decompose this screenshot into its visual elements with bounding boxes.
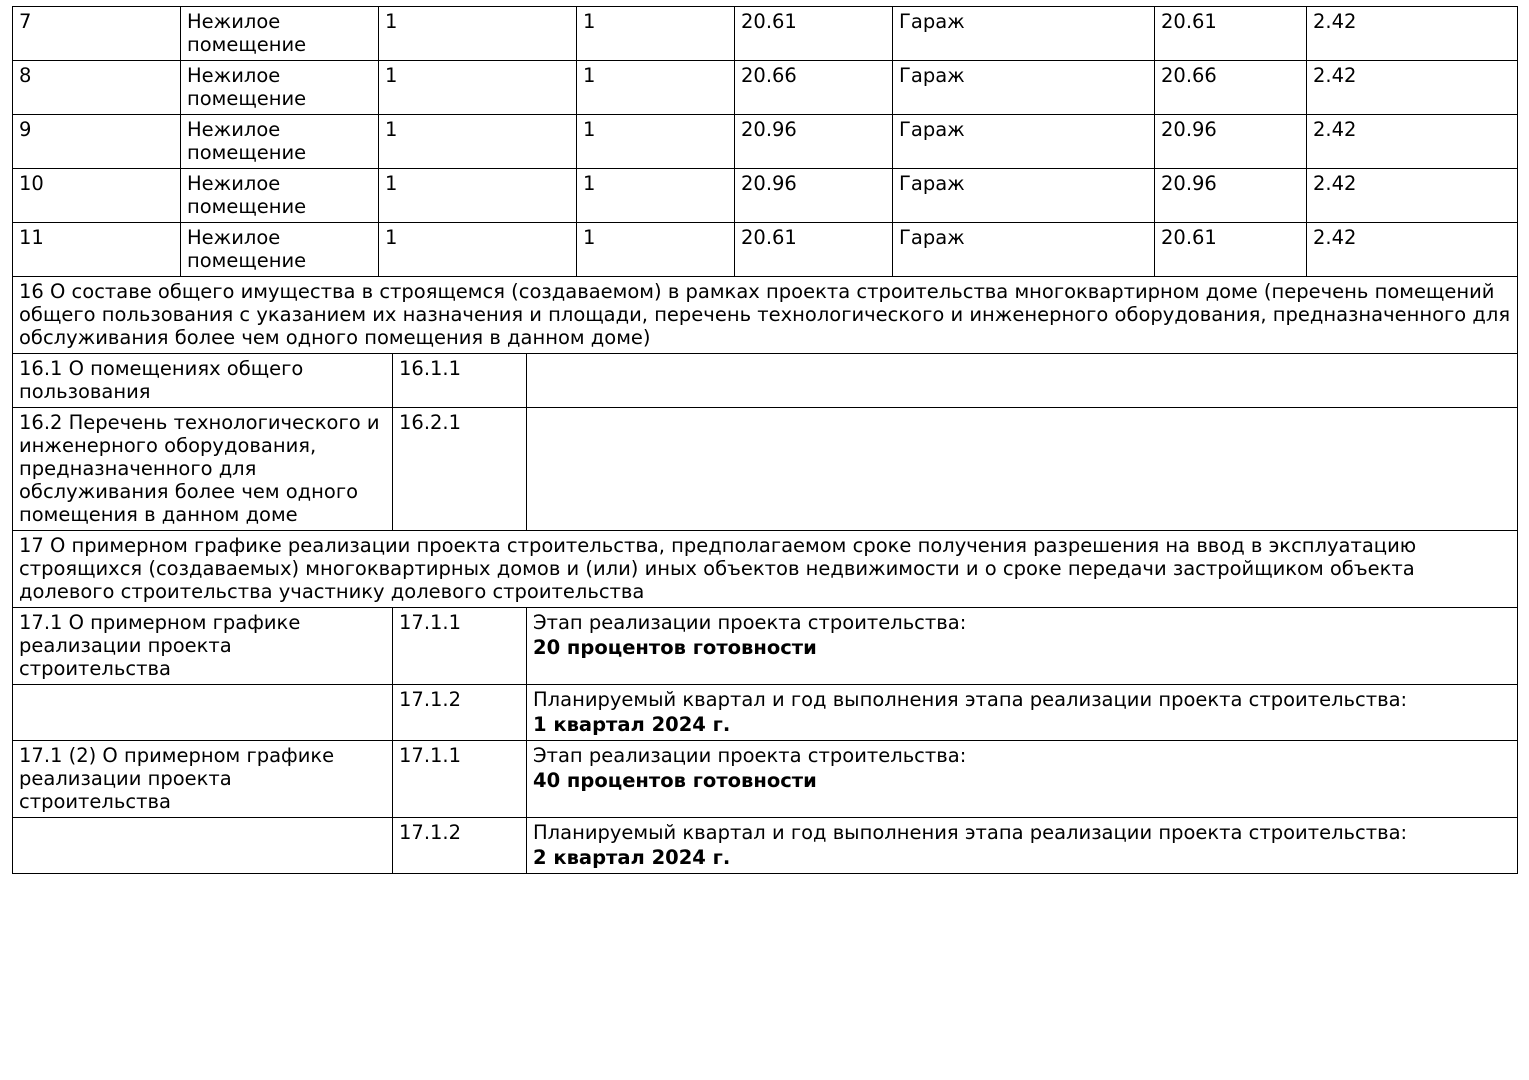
- table-row: [13, 608, 1518, 685]
- unit-purpose: Гараж: [893, 7, 1155, 61]
- unit-ceiling-height: 2.42: [1307, 61, 1518, 115]
- unit-type: Нежилое помещение: [181, 223, 379, 277]
- unit-total-area: 20.66: [1155, 61, 1307, 115]
- section-17-1-2nd-label-empty: [13, 818, 393, 874]
- section-16-2-value: [527, 408, 1518, 531]
- unit-entrance: 1: [577, 115, 735, 169]
- unit-purpose: Гараж: [893, 115, 1155, 169]
- unit-area: 20.96: [735, 169, 893, 223]
- section-16-table: [12, 276, 1518, 531]
- section-17-1-label: 17.1 О примерном графике реализации проекта строительства: [13, 608, 393, 685]
- table-row: [13, 7, 1518, 61]
- unit-floor: 1: [379, 223, 577, 277]
- unit-entrance: 1: [577, 223, 735, 277]
- unit-total-area: 20.96: [1155, 169, 1307, 223]
- table-row: [13, 818, 1518, 874]
- unit-type: Нежилое помещение: [181, 115, 379, 169]
- unit-purpose: Гараж: [893, 61, 1155, 115]
- unit-total-area: 20.96: [1155, 115, 1307, 169]
- section-16-1-code: 16.1.1: [393, 354, 527, 408]
- section-17-1-2-code-2: 17.1.2: [393, 818, 527, 874]
- table-row: [13, 61, 1518, 115]
- unit-total-area: 20.61: [1155, 7, 1307, 61]
- unit-ceiling-height: 2.42: [1307, 223, 1518, 277]
- section-16-2-code: 16.2.1: [393, 408, 527, 531]
- section-17-1-2-value-2: [527, 818, 1518, 874]
- stage-label: Этап реализации проекта строительства:: [533, 744, 967, 767]
- section-17-1-2-code: 17.1.2: [393, 685, 527, 741]
- section-17-table: [12, 530, 1518, 874]
- unit-total-area: 20.61: [1155, 223, 1307, 277]
- stage-value: 40 процентов готовности: [533, 769, 817, 792]
- unit-floor: 1: [379, 169, 577, 223]
- section-16-1-value: [527, 354, 1518, 408]
- section-17-1-1-code: 17.1.1: [393, 608, 527, 685]
- section-17-1-1-code-2: 17.1.1: [393, 741, 527, 818]
- unit-purpose: Гараж: [893, 223, 1155, 277]
- table-row: [13, 408, 1518, 531]
- table-row: [13, 169, 1518, 223]
- quarter-value: 1 квартал 2024 г.: [533, 713, 731, 736]
- section-17-1-1-value-2: [527, 741, 1518, 818]
- unit-entrance: 1: [577, 169, 735, 223]
- quarter-value: 2 квартал 2024 г.: [533, 846, 731, 869]
- stage-label: Этап реализации проекта строительства:: [533, 611, 967, 634]
- unit-ceiling-height: 2.42: [1307, 169, 1518, 223]
- units-table: [12, 6, 1518, 277]
- unit-area: 20.61: [735, 7, 893, 61]
- unit-area: 20.61: [735, 223, 893, 277]
- section-16-2-label: 16.2 Перечень технологического и инженерного оборудования, предназначенного для обслуживания более чем одного помещения в данном доме: [13, 408, 393, 531]
- section-17-1-label-empty: [13, 685, 393, 741]
- unit-area: 20.96: [735, 115, 893, 169]
- unit-type: Нежилое помещение: [181, 61, 379, 115]
- unit-entrance: 1: [577, 7, 735, 61]
- unit-number: 9: [13, 115, 181, 169]
- table-row: [13, 354, 1518, 408]
- quarter-label: Планируемый квартал и год выполнения этапа реализации проекта строительства:: [533, 821, 1408, 844]
- unit-number: 7: [13, 7, 181, 61]
- unit-entrance: 1: [577, 61, 735, 115]
- section-17-1-2-value: [527, 685, 1518, 741]
- unit-ceiling-height: 2.42: [1307, 7, 1518, 61]
- unit-floor: 1: [379, 61, 577, 115]
- table-row: [13, 741, 1518, 818]
- section-16-1-label: 16.1 О помещениях общего пользования: [13, 354, 393, 408]
- unit-floor: 1: [379, 7, 577, 61]
- unit-floor: 1: [379, 115, 577, 169]
- quarter-label: Планируемый квартал и год выполнения этапа реализации проекта строительства:: [533, 688, 1408, 711]
- unit-type: Нежилое помещение: [181, 169, 379, 223]
- table-row: [13, 115, 1518, 169]
- table-row: [13, 223, 1518, 277]
- section-17-1-1-value: [527, 608, 1518, 685]
- unit-type: Нежилое помещение: [181, 7, 379, 61]
- unit-area: 20.66: [735, 61, 893, 115]
- stage-value: 20 процентов готовности: [533, 636, 817, 659]
- table-row: [13, 685, 1518, 741]
- section-16-header: 16 О составе общего имущества в строящемся (создаваемом) в рамках проекта строительства многоквартирном доме (перечень помещений общего пользования с указанием их назначения и площади, перечень технологического и инженерного оборудования, предназначенного для обслуживания более чем одного помещения в данном доме): [13, 277, 1518, 354]
- unit-number: 8: [13, 61, 181, 115]
- unit-purpose: Гараж: [893, 169, 1155, 223]
- unit-number: 11: [13, 223, 181, 277]
- section-header-row: [13, 277, 1518, 354]
- unit-number: 10: [13, 169, 181, 223]
- section-17-header: 17 О примерном графике реализации проекта строительства, предполагаемом сроке получения разрешения на ввод в эксплуатацию строящихся (создаваемых) многоквартирных домов и (или) иных объектов недвижимости и о сроке передачи застройщиком объекта долевого строительства участнику долевого строительства: [13, 531, 1518, 608]
- unit-ceiling-height: 2.42: [1307, 115, 1518, 169]
- section-17-1-2nd-label: 17.1 (2) О примерном графике реализации проекта строительства: [13, 741, 393, 818]
- section-header-row: [13, 531, 1518, 608]
